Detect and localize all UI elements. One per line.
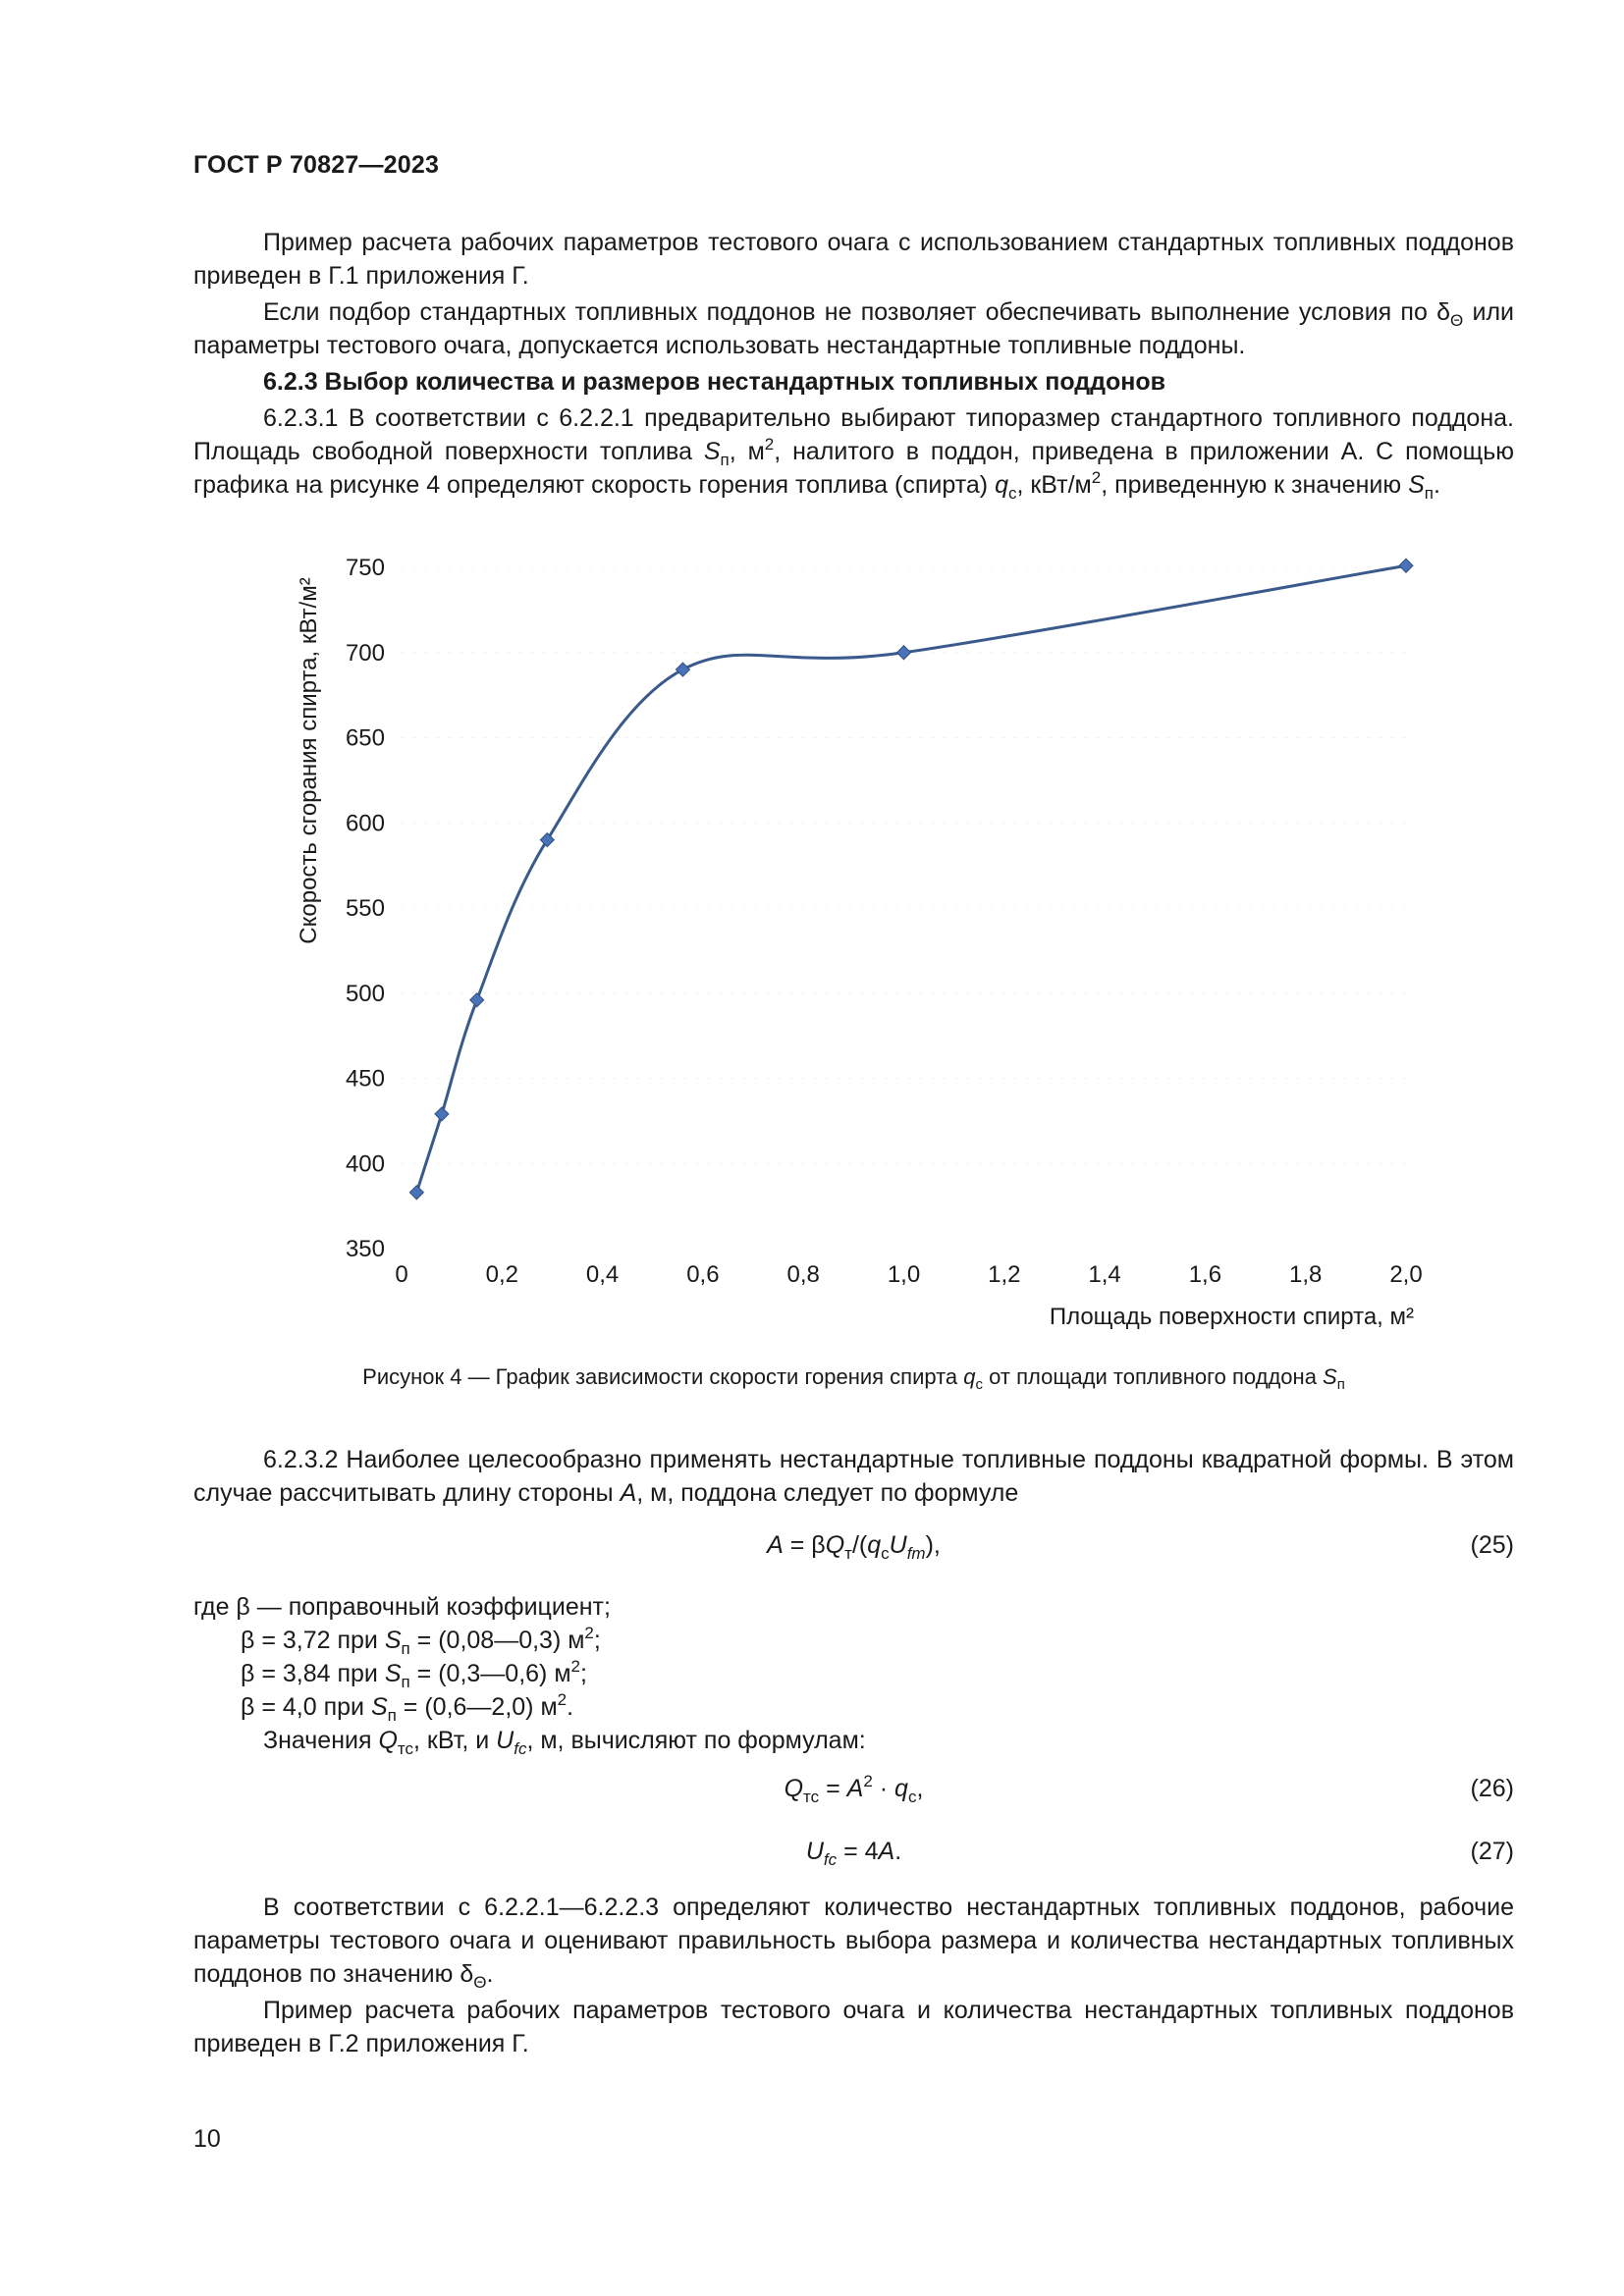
y-tick-label: 500 (345, 980, 385, 1007)
chart-x-tick-labels (395, 1261, 1422, 1288)
beta-value-2: β = 3,84 при $S_п$ = (0,3—0,6) $м^2$; (241, 1657, 587, 1691)
x-tick-label: 0,2 (485, 1261, 518, 1288)
figure-caption: Рисунок 4 — График зависимости скорости горения спирта $q_с$ от площади топливного поддона $S_п$ (362, 1364, 1345, 1393)
x-tick-label: 2,0 (1389, 1261, 1423, 1288)
document-code: ГОСТ Р 70827—2023 (193, 151, 440, 179)
paragraph-example-nonstandard: Пример расчета рабочих параметров тестового очага и количества нестандартных топливных поддонов приведен в Г.2 приложения Г. (193, 1997, 1514, 2057)
data-point-marker (435, 1107, 449, 1121)
data-point-marker (1399, 559, 1413, 572)
y-tick-label: 550 (345, 895, 385, 922)
x-tick-label: 1,0 (887, 1261, 921, 1288)
x-tick-label: 0,8 (786, 1261, 820, 1288)
beta-value-3: β = 4,0 при $S_п$ = (0,6—2,0) $м^2$. (241, 1690, 574, 1725)
y-axis-label: Скорость сгорания спирта, кВт/м² (296, 577, 322, 944)
y-tick-label: 350 (345, 1236, 385, 1262)
y-tick-label: 650 (345, 724, 385, 752)
x-tick-label: 1,2 (988, 1261, 1021, 1288)
formula-27-number: (27) (1470, 1838, 1514, 1865)
page-number: 10 (193, 2125, 221, 2153)
x-tick-label: 0,4 (585, 1261, 620, 1288)
x-tick-label: 0,6 (686, 1261, 720, 1288)
x-axis-label: Площадь поверхности спирта, м² (1049, 1304, 1414, 1330)
paragraph-nonstandard-allowed: Если подбор стандартных топливных поддонов не позволяет обеспечивать выполнение условия по $\delta_\Theta$ или параметры тестового очага, допускается использовать нестандартные топливные поддоны. (193, 298, 1514, 359)
y-tick-label: 450 (345, 1065, 385, 1093)
y-tick-label: 700 (345, 639, 385, 667)
x-tick-label: 0 (395, 1261, 408, 1288)
y-tick-label: 400 (345, 1150, 385, 1178)
where-intro: где β — поправочный коэффициент; (193, 1593, 611, 1621)
formula-27: $U_{fc} = 4A$. (27) (805, 1838, 1514, 1869)
data-point-marker (409, 1186, 423, 1200)
chart-y-tick-labels (346, 555, 385, 1262)
paragraph-example-standard: Пример расчета рабочих параметров тестового очага с использованием стандартных топливных поддонов приведен в Г.1 приложения Г. (193, 229, 1514, 290)
formula-25-number: (25) (1470, 1531, 1514, 1559)
section-heading: 6.2.3 Выбор количества и размеров нестандартных топливных поддонов (263, 368, 1166, 396)
data-point-marker (470, 993, 484, 1007)
y-tick-label: 600 (345, 810, 385, 837)
data-point-marker (676, 663, 689, 676)
x-tick-label: 1,4 (1088, 1261, 1121, 1288)
series-line (416, 565, 1406, 1192)
x-tick-label: 1,6 (1188, 1261, 1222, 1288)
y-tick-label: 750 (345, 555, 385, 581)
paragraph-6-2-3-2: 6.2.3.2 Наиболее целесообразно применять нестандартные топливные поддоны квадратной формы. В этом случае рассчитывать длину стороны A, м, поддона следует по формуле (193, 1446, 1514, 1507)
formula-26-number: (26) (1470, 1775, 1514, 1802)
data-point-marker (540, 833, 554, 847)
formula-25: $A = \beta Q_т/(q_сU_{fт})$, (25) (767, 1531, 1514, 1563)
paragraph-determine-count: В соответствии с 6.2.2.1—6.2.2.3 определяют количество нестандартных топливных поддонов, рабочие параметры тестового очага и оценивают правильность выбора размера и количества нестандартных топливных поддонов по значению $\delta_\Theta$. (193, 1894, 1514, 1992)
values-intro: Значения $Q_{тс}$, кВт, и $U_{fc}$, м, вычисляют по формулам: (263, 1727, 866, 1758)
paragraph-6-2-3-1: 6.2.3.1 В соответствии с 6.2.2.1 предварительно выбирают типоразмер стандартного топливного поддона. Площадь свободной поверхности топлива $S_п$, $м^2$, налитого в поддон, приведена в приложении А. С помощью графика на рисунке 4 определяют скорость горения топлива (спирта) $q_с$, кВт/$м^2$, приведенную к значению $S_п$. (193, 404, 1514, 503)
bottom-text-block (193, 1891, 1514, 2063)
data-point-marker (897, 646, 911, 660)
chart-markers (409, 559, 1413, 1199)
beta-value-1: β = 3,72 при $S_п$ = (0,08—0,3) $м^2$; (241, 1624, 601, 1658)
x-tick-label: 1,8 (1289, 1261, 1323, 1288)
formula-26: $Q_{тс} = A^2 \cdot q_с$, (26) (784, 1772, 1514, 1806)
